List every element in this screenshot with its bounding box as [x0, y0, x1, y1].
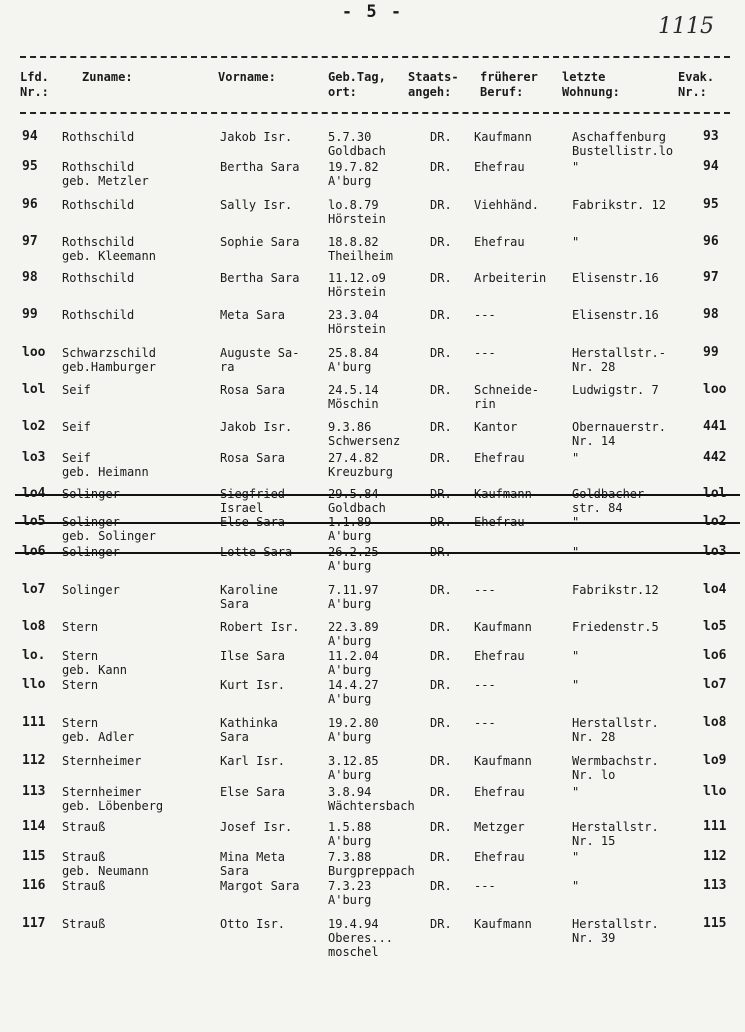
- row-wohnung: ": [572, 850, 580, 864]
- row-beruf: ---: [474, 879, 496, 893]
- row-lfd-nr: 97: [22, 234, 38, 249]
- row-beruf: Ehefrau: [474, 160, 525, 174]
- row-vorname: Margot Sara: [220, 879, 300, 893]
- row-lfd-nr: 113: [22, 784, 46, 799]
- row-staatsangeh: DR.: [430, 545, 452, 559]
- row-vorname: Ilse Sara: [220, 649, 286, 663]
- row-vorname: Bertha Sara: [220, 160, 300, 174]
- row-geb-tag-ort: 25.8.84 A'burg: [328, 346, 379, 374]
- row-beruf: Arbeiterin: [474, 271, 547, 285]
- row-lfd-nr: 111: [22, 715, 46, 730]
- row-geb-tag-ort: 9.3.86 Schwersenz: [328, 420, 401, 448]
- row-zuname: Strauß: [62, 820, 106, 834]
- row-evak-nr: 113: [703, 878, 727, 893]
- row-vorname: Kurt Isr.: [220, 678, 286, 692]
- header-staatsangeh: Staats- angeh:: [408, 70, 459, 99]
- row-geb-tag-ort: 26.2.25 A'burg: [328, 545, 379, 573]
- row-zuname: Rothschild: [62, 308, 135, 322]
- row-evak-nr: 97: [703, 270, 719, 285]
- row-zuname: Strauß: [62, 917, 106, 931]
- row-wohnung: Obernauerstr. Nr. 14: [572, 420, 666, 448]
- row-zuname: Solinger: [62, 583, 120, 597]
- row-zuname: Solinger geb. Solinger: [62, 515, 156, 543]
- row-beruf: Kaufmann: [474, 487, 532, 501]
- strikethrough-line: [15, 494, 740, 496]
- row-vorname: Josef Isr.: [220, 820, 293, 834]
- row-evak-nr: 98: [703, 307, 719, 322]
- row-beruf: ---: [474, 716, 496, 730]
- row-wohnung: Fabrikstr.12: [572, 583, 659, 597]
- row-zuname: Schwarzschild geb.Hamburger: [62, 346, 156, 374]
- row-vorname: Sally Isr.: [220, 198, 293, 212]
- row-staatsangeh: DR.: [430, 383, 452, 397]
- row-beruf: Ehefrau: [474, 649, 525, 663]
- row-wohnung: Elisenstr.16: [572, 271, 659, 285]
- row-beruf: Schneide- rin: [474, 383, 540, 411]
- row-evak-nr: 93: [703, 129, 719, 144]
- row-geb-tag-ort: 1.1.89 A'burg: [328, 515, 372, 543]
- row-zuname: Solinger: [62, 545, 120, 559]
- row-wohnung: ": [572, 649, 580, 663]
- row-wohnung: Goldbacher- str. 84: [572, 487, 652, 515]
- row-vorname: Jakob Isr.: [220, 420, 293, 434]
- row-lfd-nr: 115: [22, 849, 46, 864]
- row-vorname: Else Sara: [220, 515, 286, 529]
- row-geb-tag-ort: 19.2.80 A'burg: [328, 716, 379, 744]
- row-beruf: Ehefrau: [474, 235, 525, 249]
- row-beruf: Ehefrau: [474, 850, 525, 864]
- row-lfd-nr: 99: [22, 307, 38, 322]
- row-evak-nr: 442: [703, 450, 727, 465]
- row-lfd-nr: lol: [22, 382, 46, 397]
- row-geb-tag-ort: 18.8.82 Theilheim: [328, 235, 394, 263]
- row-wohnung: Herstallstr. Nr. 15: [572, 820, 659, 848]
- row-geb-tag-ort: 19.4.94 Oberes... moschel: [328, 917, 394, 959]
- row-zuname: Strauß: [62, 879, 106, 893]
- row-geb-tag-ort: 11.12.o9 Hörstein: [328, 271, 386, 299]
- row-staatsangeh: DR.: [430, 160, 452, 174]
- row-staatsangeh: DR.: [430, 515, 452, 529]
- row-vorname: Lotte Sara: [220, 545, 293, 559]
- row-wohnung: ": [572, 451, 580, 465]
- row-lfd-nr: lo4: [22, 486, 46, 501]
- row-lfd-nr: lo7: [22, 582, 46, 597]
- row-staatsangeh: DR.: [430, 820, 452, 834]
- row-staatsangeh: DR.: [430, 420, 452, 434]
- row-lfd-nr: 98: [22, 270, 38, 285]
- row-lfd-nr: 112: [22, 753, 46, 768]
- row-lfd-nr: lo.: [22, 648, 46, 663]
- row-wohnung: Aschaffenburg Bustellistr.lo: [572, 130, 674, 158]
- row-geb-tag-ort: 7.3.88 Burgpreppach: [328, 850, 415, 878]
- row-wohnung: Herstallstr.- Nr. 28: [572, 346, 666, 374]
- row-wohnung: Ludwigstr. 7: [572, 383, 659, 397]
- row-vorname: Mina Meta Sara: [220, 850, 286, 878]
- row-lfd-nr: lo2: [22, 419, 46, 434]
- row-zuname: Stern: [62, 678, 99, 692]
- row-zuname: Rothschild: [62, 271, 135, 285]
- row-staatsangeh: DR.: [430, 649, 452, 663]
- row-staatsangeh: DR.: [430, 198, 452, 212]
- row-zuname: Rothschild: [62, 198, 135, 212]
- row-vorname: Robert Isr.: [220, 620, 300, 634]
- row-wohnung: Herstallstr. Nr. 28: [572, 716, 659, 744]
- row-beruf: ---: [474, 545, 496, 559]
- row-lfd-nr: lo5: [22, 514, 46, 529]
- row-staatsangeh: DR.: [430, 620, 452, 634]
- header-geb-tag-ort: Geb.Tag, ort:: [328, 70, 386, 99]
- row-staatsangeh: DR.: [430, 583, 452, 597]
- row-evak-nr: 96: [703, 234, 719, 249]
- row-zuname: Stern: [62, 620, 99, 634]
- row-evak-nr: lo5: [703, 619, 727, 634]
- row-wohnung: Wermbachstr. Nr. lo: [572, 754, 659, 782]
- row-lfd-nr: loo: [22, 345, 46, 360]
- row-evak-nr: lo9: [703, 753, 727, 768]
- row-beruf: Kaufmann: [474, 130, 532, 144]
- row-evak-nr: 95: [703, 197, 719, 212]
- row-geb-tag-ort: 23.3.04 Hörstein: [328, 308, 386, 336]
- row-staatsangeh: DR.: [430, 754, 452, 768]
- row-evak-nr: 112: [703, 849, 727, 864]
- row-geb-tag-ort: 29.5.84 Goldbach: [328, 487, 386, 515]
- row-vorname: Meta Sara: [220, 308, 286, 322]
- row-beruf: Ehefrau: [474, 451, 525, 465]
- row-wohnung: ": [572, 545, 580, 559]
- row-geb-tag-ort: 3.12.85 A'burg: [328, 754, 379, 782]
- row-geb-tag-ort: 27.4.82 Kreuzburg: [328, 451, 394, 479]
- row-staatsangeh: DR.: [430, 917, 452, 931]
- row-beruf: Kaufmann: [474, 754, 532, 768]
- row-beruf: ---: [474, 308, 496, 322]
- row-evak-nr: loo: [703, 382, 727, 397]
- row-staatsangeh: DR.: [430, 678, 452, 692]
- handwritten-note: 1115: [658, 14, 714, 39]
- row-wohnung: ": [572, 678, 580, 692]
- row-zuname: Solinger: [62, 487, 120, 501]
- row-beruf: Ehefrau: [474, 515, 525, 529]
- row-wohnung: ": [572, 160, 580, 174]
- row-geb-tag-ort: 19.7.82 A'burg: [328, 160, 379, 188]
- row-beruf: Kantor: [474, 420, 518, 434]
- row-staatsangeh: DR.: [430, 850, 452, 864]
- row-beruf: ---: [474, 583, 496, 597]
- row-zuname: Stern geb. Adler: [62, 716, 135, 744]
- row-staatsangeh: DR.: [430, 271, 452, 285]
- header-top-rule: [20, 56, 730, 58]
- row-beruf: Viehhänd.: [474, 198, 540, 212]
- row-staatsangeh: DR.: [430, 308, 452, 322]
- row-wohnung: ": [572, 235, 580, 249]
- row-vorname: Rosa Sara: [220, 383, 286, 397]
- row-lfd-nr: 96: [22, 197, 38, 212]
- row-geb-tag-ort: lo.8.79 Hörstein: [328, 198, 386, 226]
- row-lfd-nr: lo8: [22, 619, 46, 634]
- row-zuname: Seif: [62, 420, 91, 434]
- page-number: - 5 -: [341, 2, 404, 22]
- header-zuname: Zuname:: [82, 70, 133, 84]
- row-geb-tag-ort: 22.3.89 A'burg: [328, 620, 379, 648]
- row-geb-tag-ort: 11.2.04 A'burg: [328, 649, 379, 677]
- row-staatsangeh: DR.: [430, 235, 452, 249]
- row-lfd-nr: 114: [22, 819, 46, 834]
- row-evak-nr: lo7: [703, 677, 727, 692]
- row-vorname: Sophie Sara: [220, 235, 300, 249]
- row-evak-nr: 111: [703, 819, 727, 834]
- row-vorname: Rosa Sara: [220, 451, 286, 465]
- row-beruf: Kaufmann: [474, 917, 532, 931]
- row-zuname: Rothschild: [62, 130, 135, 144]
- row-zuname: Strauß geb. Neumann: [62, 850, 149, 878]
- row-evak-nr: lo2: [703, 514, 727, 529]
- row-zuname: Sternheimer: [62, 754, 142, 768]
- row-staatsangeh: DR.: [430, 346, 452, 360]
- row-wohnung: Fabrikstr. 12: [572, 198, 666, 212]
- row-lfd-nr: 116: [22, 878, 46, 893]
- row-staatsangeh: DR.: [430, 785, 452, 799]
- row-beruf: Ehefrau: [474, 785, 525, 799]
- row-geb-tag-ort: 1.5.88 A'burg: [328, 820, 372, 848]
- row-wohnung: ": [572, 515, 580, 529]
- row-beruf: ---: [474, 346, 496, 360]
- row-vorname: Kathinka Sara: [220, 716, 278, 744]
- row-evak-nr: lo3: [703, 544, 727, 559]
- row-staatsangeh: DR.: [430, 451, 452, 465]
- strikethrough-line: [15, 522, 740, 524]
- row-zuname: Sternheimer geb. Löbenberg: [62, 785, 164, 813]
- row-staatsangeh: DR.: [430, 130, 452, 144]
- row-wohnung: Herstallstr. Nr. 39: [572, 917, 659, 945]
- row-evak-nr: 441: [703, 419, 727, 434]
- row-geb-tag-ort: 7.3.23 A'burg: [328, 879, 372, 907]
- row-zuname: Seif: [62, 383, 91, 397]
- row-wohnung: Friedenstr.5: [572, 620, 659, 634]
- row-geb-tag-ort: 5.7.30 Goldbach: [328, 130, 386, 158]
- row-vorname: Jakob Isr.: [220, 130, 293, 144]
- row-evak-nr: lo4: [703, 582, 727, 597]
- header-bottom-rule: [20, 112, 730, 114]
- header-letzte-wohnung: letzte Wohnung:: [562, 70, 620, 99]
- row-evak-nr: lo8: [703, 715, 727, 730]
- row-lfd-nr: 117: [22, 916, 46, 931]
- row-lfd-nr: lo3: [22, 450, 46, 465]
- row-vorname: Otto Isr.: [220, 917, 286, 931]
- row-vorname: Else Sara: [220, 785, 286, 799]
- row-vorname: Karl Isr.: [220, 754, 286, 768]
- row-lfd-nr: llo: [22, 677, 46, 692]
- strikethrough-line: [15, 552, 740, 554]
- row-lfd-nr: 95: [22, 159, 38, 174]
- row-evak-nr: lol: [703, 486, 727, 501]
- row-beruf: Kaufmann: [474, 620, 532, 634]
- row-evak-nr: 94: [703, 159, 719, 174]
- header-lfd-nr: Lfd. Nr.:: [20, 70, 49, 99]
- row-zuname: Seif geb. Heimann: [62, 451, 149, 479]
- row-geb-tag-ort: 24.5.14 Möschin: [328, 383, 379, 411]
- row-evak-nr: 115: [703, 916, 727, 931]
- row-staatsangeh: DR.: [430, 716, 452, 730]
- row-geb-tag-ort: 7.11.97 A'burg: [328, 583, 379, 611]
- row-vorname: Karoline Sara: [220, 583, 278, 611]
- row-zuname: Stern geb. Kann: [62, 649, 128, 677]
- row-vorname: Siegfried Israel: [220, 487, 286, 515]
- row-wohnung: ": [572, 879, 580, 893]
- row-evak-nr: lo6: [703, 648, 727, 663]
- row-geb-tag-ort: 3.8.94 Wächtersbach: [328, 785, 415, 813]
- row-geb-tag-ort: 14.4.27 A'burg: [328, 678, 379, 706]
- row-lfd-nr: lo6: [22, 544, 46, 559]
- row-staatsangeh: DR.: [430, 879, 452, 893]
- header-frueherer-beruf: früherer Beruf:: [480, 70, 538, 99]
- row-zuname: Rothschild geb. Metzler: [62, 160, 149, 188]
- row-vorname: Bertha Sara: [220, 271, 300, 285]
- row-staatsangeh: DR.: [430, 487, 452, 501]
- row-beruf: Metzger: [474, 820, 525, 834]
- row-lfd-nr: 94: [22, 129, 38, 144]
- row-beruf: ---: [474, 678, 496, 692]
- row-evak-nr: 99: [703, 345, 719, 360]
- row-zuname: Rothschild geb. Kleemann: [62, 235, 156, 263]
- row-evak-nr: llo: [703, 784, 727, 799]
- row-vorname: Auguste Sa- ra: [220, 346, 300, 374]
- row-wohnung: Elisenstr.16: [572, 308, 659, 322]
- row-wohnung: ": [572, 785, 580, 799]
- header-evak-nr: Evak. Nr.:: [678, 70, 715, 99]
- header-vorname: Vorname:: [218, 70, 276, 84]
